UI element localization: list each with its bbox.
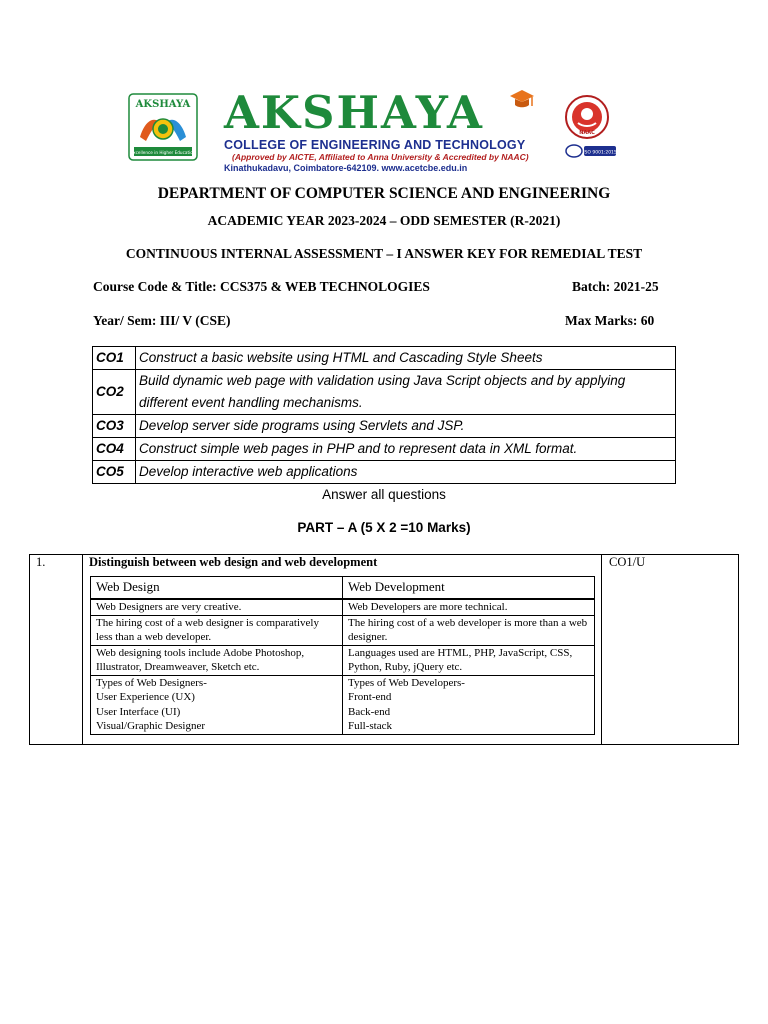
graduation-cap-icon <box>508 88 536 110</box>
co-code: CO2 <box>93 370 136 415</box>
table-cell: The hiring cost of a web developer is more than a web designer. <box>343 615 595 645</box>
table-cell: Web Designers are very creative. <box>91 599 343 615</box>
academic-year: ACADEMIC YEAR 2023-2024 – ODD SEMESTER (R-2021) <box>207 213 561 228</box>
table-row <box>91 645 595 675</box>
co-description: Develop interactive web applications <box>136 461 676 484</box>
table-cell: Types of Web Developers- Front-end Back-end Full-stack <box>343 675 595 734</box>
column-header: Web Development <box>343 577 595 600</box>
question-text: Distinguish between web design and web development <box>89 555 378 569</box>
table-cell: Web designing tools include Adobe Photoshop, Illustrator, Dreamweaver, Sketch etc. <box>91 645 343 675</box>
co-description: Develop server side programs using Servlets and JSP. <box>136 415 676 438</box>
column-header: Web Design <box>91 577 343 600</box>
table-row <box>91 675 595 734</box>
max-marks: Max Marks: 60 <box>565 313 655 328</box>
logo-small-text: AKSHAYA <box>135 99 191 110</box>
college-logo <box>128 93 198 161</box>
batch: Batch: 2021-25 <box>572 279 659 294</box>
table-row <box>91 615 595 645</box>
instructions: Answer all questions <box>322 487 446 502</box>
assessment-title: CONTINUOUS INTERNAL ASSESSMENT – I ANSWER KEY FOR REMEDIAL TEST <box>125 246 643 261</box>
co-description: Build dynamic web page with validation using Java Script objects and by applying different event handling mechanisms. <box>136 370 676 415</box>
brand-title: AKSHAYA <box>224 86 484 139</box>
question-co-level: CO1/U <box>609 555 646 569</box>
course-code-title: Course Code & Title: CCS375 & WEB TECHNOLOGIES <box>93 279 430 294</box>
co-code: CO4 <box>93 438 136 461</box>
co-row <box>93 461 676 484</box>
college-address: Kinathukadavu, Coimbatore-642109. www.acetcbe.edu.in <box>224 163 468 173</box>
iso-label: ISO 9001:2015 <box>583 150 617 156</box>
logo-tagline: Excellence in Higher Education <box>130 150 196 155</box>
table-row <box>91 599 595 615</box>
co-code: CO5 <box>93 461 136 484</box>
co-row <box>93 370 676 415</box>
co-row <box>93 415 676 438</box>
table-cell: Types of Web Designers- User Experience (UX) User Interface (UI) Visual/Graphic Designer <box>91 675 343 734</box>
college-letterhead <box>128 86 640 173</box>
college-name: COLLEGE OF ENGINEERING AND TECHNOLOGY <box>224 138 526 152</box>
table-cell: Languages used are HTML, PHP, JavaScript, CSS, Python, Ruby, jQuery etc. <box>343 645 595 675</box>
table-cell: Web Developers are more technical. <box>343 599 595 615</box>
column-divider <box>601 554 602 745</box>
question-number: 1. <box>36 555 46 569</box>
department-title: DEPARTMENT OF COMPUTER SCIENCE AND ENGINEERING <box>157 185 611 202</box>
table-header-row <box>91 577 595 600</box>
comparison-table <box>90 576 595 735</box>
column-divider <box>82 554 83 745</box>
naac-label: NAAC <box>579 130 595 136</box>
co-description: Construct simple web pages in PHP and to represent data in XML format. <box>136 438 676 461</box>
co-row <box>93 347 676 370</box>
year-semester: Year/ Sem: III/ V (CSE) <box>93 313 231 328</box>
iso-badge-icon <box>560 142 618 160</box>
co-description: Construct a basic website using HTML and Cascading Style Sheets <box>136 347 676 370</box>
course-outcomes-table <box>92 346 676 484</box>
part-a-title: PART – A (5 X 2 =10 Marks) <box>297 520 471 535</box>
table-cell: The hiring cost of a web designer is comparatively less than a web developer. <box>91 615 343 645</box>
approval-note: (Approved by AICTE, Affiliated to Anna University & Accredited by NAAC) <box>232 152 529 162</box>
co-code: CO3 <box>93 415 136 438</box>
co-code: CO1 <box>93 347 136 370</box>
co-row <box>93 438 676 461</box>
naac-emblem-icon <box>556 94 618 140</box>
